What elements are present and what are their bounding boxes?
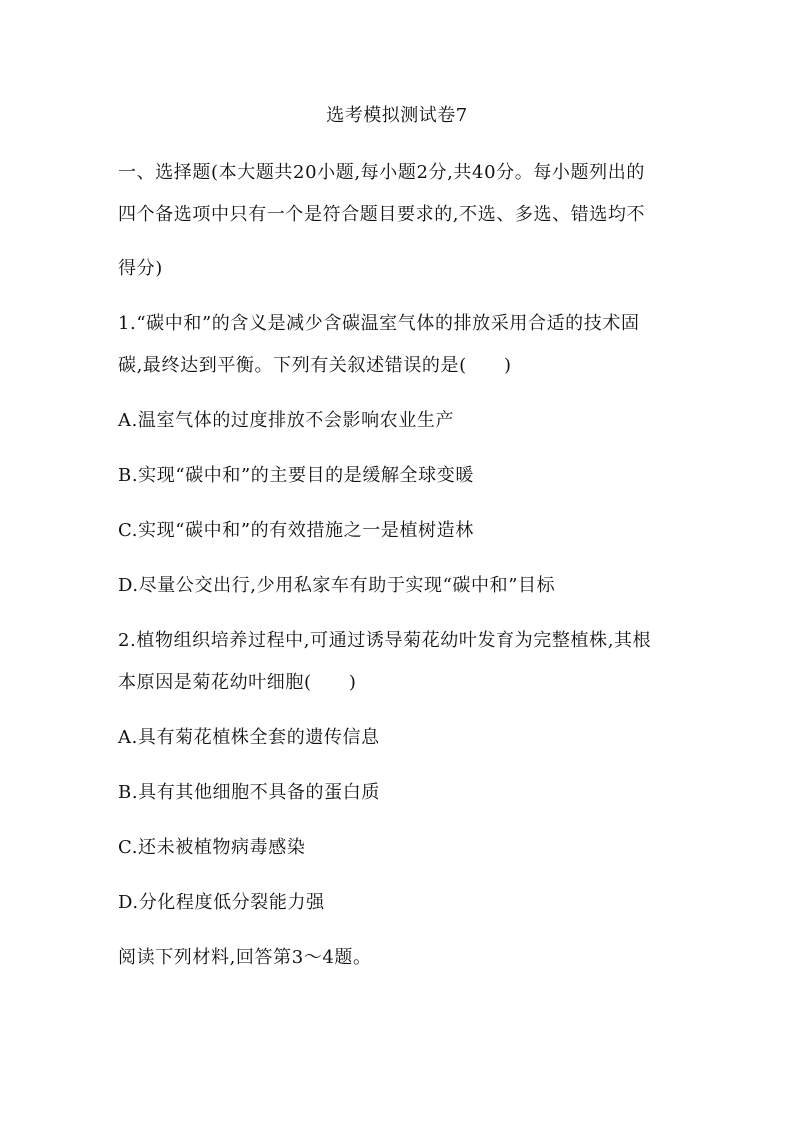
question-1-option-b: B.实现“碳中和”的主要目的是缓解全球变暖 (118, 465, 474, 486)
question-2-option-a: A.具有菊花植株全套的遗传信息 (118, 727, 380, 748)
reading-note: 阅读下列材料,回答第3～4题。 (118, 947, 372, 968)
question-2-option-c: C.还未被植物病毒感染 (118, 837, 306, 858)
question-1-option-a: A.温室气体的过度排放不会影响农业生产 (118, 410, 455, 431)
page-title: 选考模拟测试卷7 (326, 105, 468, 126)
question-2-option-b: B.具有其他细胞不具备的蛋白质 (118, 782, 380, 803)
question-1-stem-line-2: 碳,最终达到平衡。下列有关叙述错误的是( ) (118, 355, 512, 376)
question-1-option-c: C.实现“碳中和”的有效措施之一是植树造林 (118, 520, 474, 541)
section-instruction-line-3: 得分) (118, 258, 163, 279)
question-1-stem-line-1: 1.“碳中和”的含义是减少含碳温室气体的排放采用合适的技术固 (118, 313, 640, 334)
section-instruction-line-1: 一、选择题(本大题共20小题,每小题2分,共40分。每小题列出的 (118, 162, 645, 183)
question-2-stem-line-1: 2.植物组织培养过程中,可通过诱导菊花幼叶发育为完整植株,其根 (118, 630, 652, 651)
question-2-option-d: D.分化程度低分裂能力强 (118, 892, 325, 913)
question-1-option-d: D.尽量公交出行,少用私家车有助于实现“碳中和”目标 (118, 575, 556, 596)
question-2-stem-line-2: 本原因是菊花幼叶细胞( ) (118, 672, 357, 693)
section-instruction-line-2: 四个备选项中只有一个是符合题目要求的,不选、多选、错选均不 (118, 204, 646, 225)
